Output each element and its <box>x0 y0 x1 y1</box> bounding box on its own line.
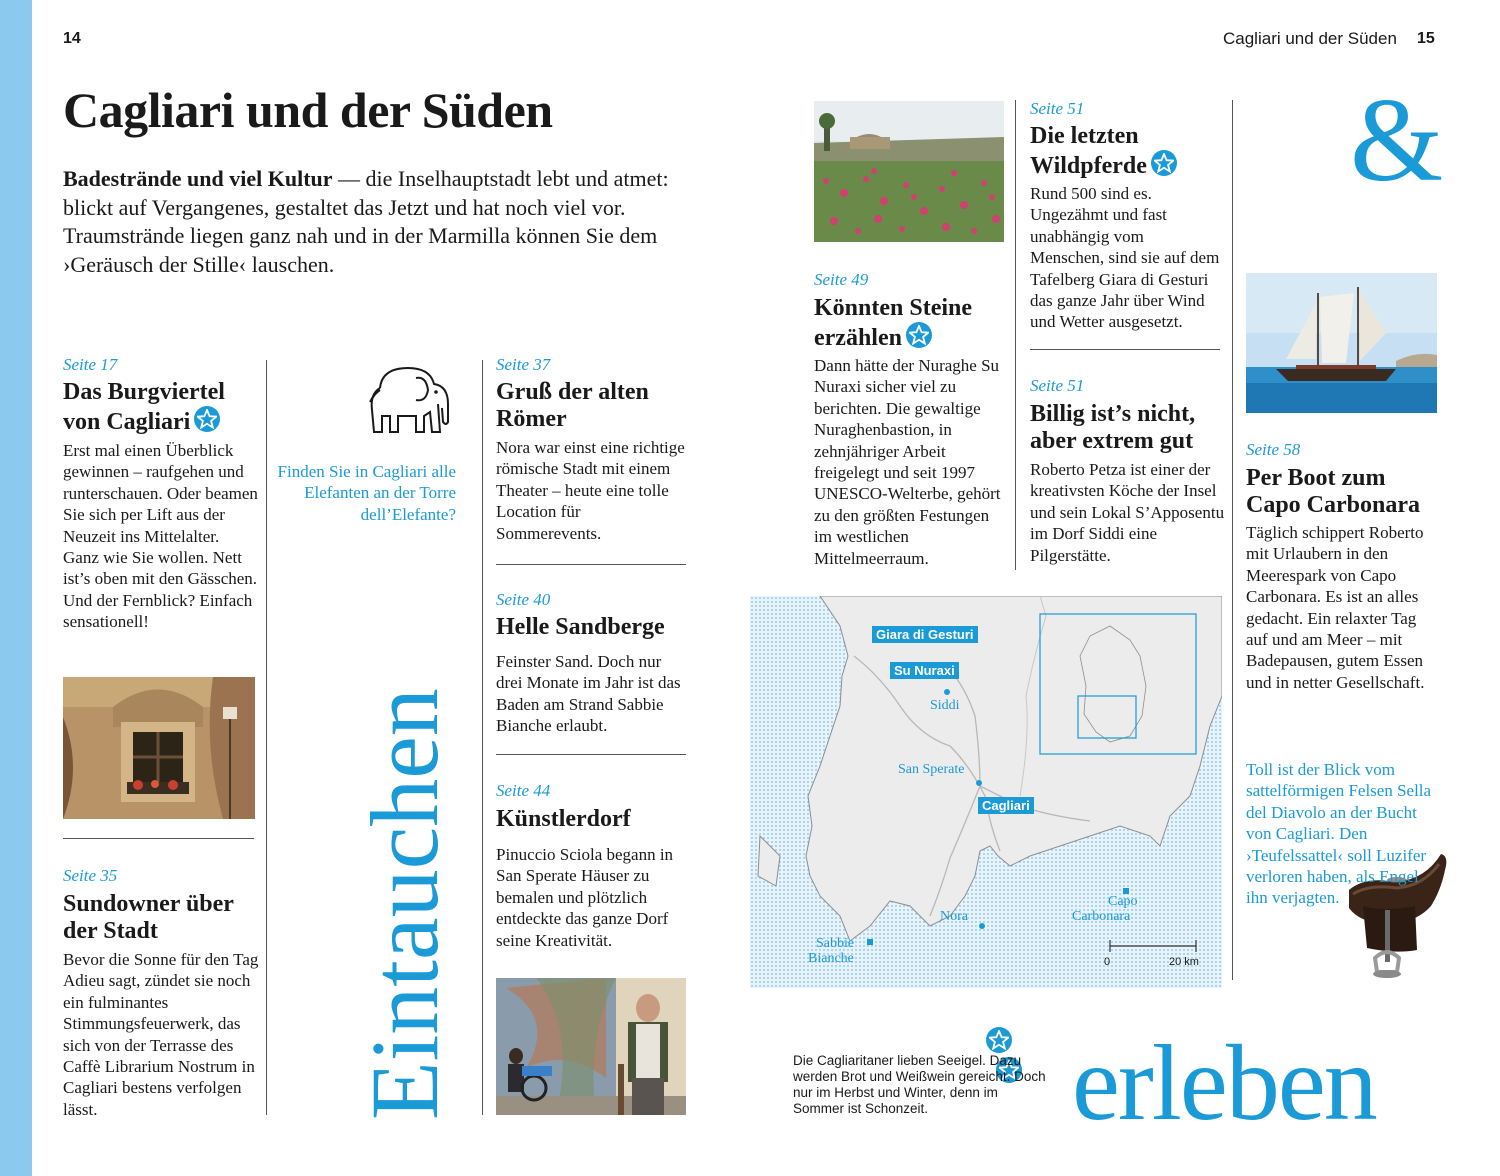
elephant-icon <box>360 360 456 445</box>
entry-text: Dann hätte der Nuraghe Su Nuraxi sicher viel zu berichten. Die gewaltige Nuraghenbastion, in zehnjähriger Arbeit freigelegt und seit 1997 UNESCO-Welterbe, gehört zu den größten Festungen im westlichen Mittelmeerraum. <box>814 356 1001 568</box>
entry-heading <box>1246 465 1441 519</box>
map-label-carbonara: Carbonara <box>1072 909 1131 924</box>
map-label-capo: Capo <box>1108 894 1138 909</box>
photo-old-window <box>63 677 255 819</box>
vertical-word-eintauchen: Eintauchen <box>351 688 458 1120</box>
entry-burgviertel <box>63 355 258 633</box>
bottom-word-erleben: erleben <box>1072 1024 1376 1143</box>
entry-text: Täglich schippert Roberto mit Urlaubern in den Meerespark von Capo Carbonara. Es ist an alles gedacht. Ein relaxter Tag auf und am Meer – mit Badepausen, gutem Essen und in netter Gesellschaft. <box>1246 523 1425 692</box>
seeigel-caption: Die Cagliaritaner lieben Seeigel. Dazu werden Brot und Weißwein gereicht. Doch nur im Herbst und Winter, denn im Sommer ist Schonzeit. <box>793 1053 1046 1116</box>
photo-nuraghe-flowers <box>814 101 1004 242</box>
heading-line: Sundowner über <box>63 891 234 917</box>
column-divider <box>1015 100 1016 570</box>
heading-line: von Cagliari <box>63 409 191 435</box>
page-number-right: 15 <box>1417 30 1435 47</box>
map-scale-km: 20 km <box>1169 956 1199 968</box>
entry-text: Nora war einst eine richtige römische Stadt mit einem Theater – heute eine tolle Location für Sommerevents. <box>496 438 685 543</box>
intro-paragraph <box>63 165 683 279</box>
star-icon <box>906 322 932 348</box>
intro-lead: Badestrände und viel Kultur <box>63 166 333 191</box>
entry-heading: Künstlerdorf <box>496 806 631 832</box>
page-reference: Seite 37 <box>496 355 551 374</box>
heading-line: erzählen <box>814 325 902 351</box>
entry-sundowner <box>63 866 263 1120</box>
page-edge-strip <box>0 0 32 1176</box>
entry-text: Rund 500 sind es. Ungezähmt und fast unabhängig vom Menschen, sind sie auf dem Tafelberg Giara di Gesturi das ganze Jahr über Wind und Wetter ausgesetzt. <box>1030 184 1220 332</box>
star-icon <box>194 406 220 432</box>
sella-text: Toll ist der Blick vom sattelförmigen Felsen Sella del Diavolo an der Bucht von Cagliari. Den ›Teufelssattel‹ soll Luzifer verloren haben, als Engel ihn verjagten. <box>1246 760 1432 908</box>
entry-heading <box>63 379 258 436</box>
heading-line: Könnten Steine <box>814 295 973 321</box>
page-title: Cagliari und der Süden <box>63 82 553 138</box>
page-reference: Seite 58 <box>1246 440 1301 459</box>
page-reference: Seite 35 <box>63 866 118 885</box>
map-tag-cagliari: Cagliari <box>978 797 1034 814</box>
entry-roemer <box>496 355 686 544</box>
heading-line: Per Boot zum <box>1246 465 1386 491</box>
entry-text: Roberto Petza ist einer der kreativsten Köche der Insel und sein Lokal S’Apposentu im Dorf Siddi eine Pilgerstätte. <box>1030 460 1225 565</box>
entry-separator <box>1030 349 1220 350</box>
page-reference: Seite 51 <box>1030 99 1085 118</box>
running-title: Cagliari und der Süden <box>1223 29 1397 48</box>
entry-heading <box>814 295 1006 352</box>
entry-separator <box>496 564 686 565</box>
entry-separator <box>63 838 254 839</box>
entry-heading <box>1030 123 1222 180</box>
column-divider <box>266 360 267 1115</box>
page-reference: Seite 40 <box>496 590 551 609</box>
entry-sandberge <box>496 590 686 737</box>
star-icon <box>1151 150 1177 176</box>
map-label-bianche: Bianche <box>808 951 854 966</box>
photo-sailing-boat <box>1246 273 1437 413</box>
map-scale-zero: 0 <box>1104 956 1111 968</box>
entry-text: Feinster Sand. Doch nur drei Monate im Jahr ist das Baden am Strand Sabbie Bianche erlaubt. <box>496 652 681 736</box>
star-icon <box>986 1027 1012 1053</box>
page-number-left: 14 <box>63 30 81 47</box>
entry-heading: Helle Sandberge <box>496 614 665 640</box>
ampersand-glyph: & <box>1350 73 1444 206</box>
page-reference: Seite 51 <box>1030 376 1085 395</box>
heading-line: aber extrem gut <box>1030 428 1194 454</box>
entry-text: Pinuccio Sciola begann in San Sperate Häuser zu bemalen und plötzlich entdeckte das ganze Dorf seine Kreativität. <box>496 845 674 950</box>
entry-text: Erst mal einen Überblick gewinnen – raufgehen und runterschauen. Oder beamen Sie sich per Lift aus der Neuzeit ins Mittelalter. Ganz wie Sie wollen. Nett ist’s oben mit den Gässchen. Und der Fernblick? Einfach sensationell! <box>63 441 258 632</box>
elephant-question: Finden Sie in Cagliari alle Elefanten an der Torre dell’Elefante? <box>277 462 456 524</box>
heading-line: Die letzten <box>1030 123 1139 149</box>
map-label-siddi: Siddi <box>930 698 960 713</box>
photo-artist-village <box>496 978 686 1115</box>
page-reference: Seite 17 <box>63 355 118 374</box>
entry-heading <box>1030 401 1226 455</box>
heading-line: Capo Carbonara <box>1246 492 1421 518</box>
entry-boot <box>1246 440 1441 693</box>
entry-heading <box>63 891 263 945</box>
heading-line: Römer <box>496 406 567 432</box>
map-label-san-sperate: San Sperate <box>898 762 965 777</box>
entry-kuenstlerdorf <box>496 781 686 951</box>
entry-billig <box>1030 376 1226 566</box>
entry-wildpferde <box>1030 99 1222 333</box>
entry-heading <box>496 379 686 433</box>
column-divider <box>482 360 483 1115</box>
entry-text: Bevor die Sonne für den Tag Adieu sagt, zündet sie noch ein fulminantes Stimmungsfeuerwerk, das sich von der Terrasse des Caffè Librarium Nostrum in Cagliari bestens verfolgen lässt. <box>63 950 259 1119</box>
page-reference: Seite 49 <box>814 270 869 289</box>
heading-line: der Stadt <box>63 918 158 944</box>
intro-text: — die Inselhauptstadt lebt und atmet: blickt auf Vergangenes, gestaltet das Jetzt und hat noch viel vor. Traumstrände liegen ganz nah und in der Marmilla können Sie dem ›Geräusch der Stille‹ lauschen. <box>63 166 669 277</box>
map-tag-nuraxi: Su Nuraxi <box>890 662 959 679</box>
map-label-nora: Nora <box>940 909 968 924</box>
heading-line: Wildpferde <box>1030 153 1147 179</box>
column-divider <box>1232 100 1233 980</box>
page-reference: Seite 44 <box>496 781 551 800</box>
entry-steine <box>814 270 1006 569</box>
map-label-sabbie: Sabbie <box>816 936 855 951</box>
map-tag-giara: Giara di Gesturi <box>872 626 978 643</box>
heading-line: Gruß der alten <box>496 379 649 405</box>
heading-line: Billig ist’s nicht, <box>1030 401 1196 427</box>
heading-line: Das Burgviertel <box>63 379 225 405</box>
entry-separator <box>496 754 686 755</box>
region-map <box>750 596 1222 988</box>
